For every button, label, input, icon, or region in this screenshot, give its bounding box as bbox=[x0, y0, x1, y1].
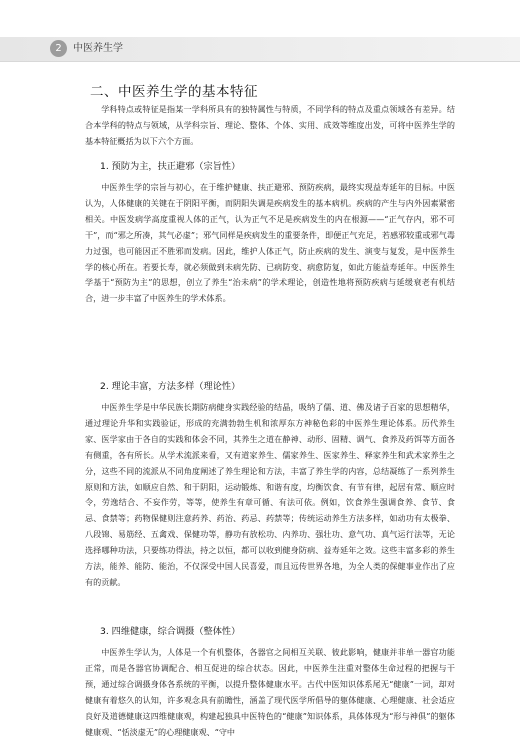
running-head-title: 中医养生学 bbox=[73, 43, 123, 54]
section-title: 二、中医养生学的基本特征 bbox=[90, 84, 258, 100]
subsection-paragraph-1: 中医养生学的宗旨与初心，在于维护健康、扶正避邪、预防疾病，最终实现益寿延年的目标。中医认为，人体健康的关键在于阴阳平衡，而阴阳失调是疾病发生的基本病机。疾病的产生与内外因素紧密相关。中医发病学高度重视人体的正气，认为正气不足是疾病发生的内在根源——“正气存内，邪不可干”，而“邪之所凑，其气必虚”；邪气同样是疾病发生的重要条件，即便正气充足，若感邪较重或邪气毒力过强，也可能因正不胜邪而发病。因此，维护人体正气，防止疾病的发生、演变与复发，是中医养生学的核心所在。若要长寿，就必须做到未病先防、已病防变、病愈防复，如此方能益寿延年。中医养生学基于“预防为主”的思想，创立了养生“治未病”的学术理论，创造性地将预防疾病与延缓衰老有机结合，进一步丰富了中医养生的学术体系。 bbox=[85, 182, 455, 304]
subsection-paragraph-3: 中医养生学认为，人体是一个有机整体，各器官之间相互关联、彼此影响，健康并非单一器官功能正常，而是各器官协调配合、相互促进的综合状态。因此，中医养生注重对整体生命过程的把握与干预，通过综合调摄身体各系统的平衡，以提升整体健康水平。古代中医知识体系尾无“健康”一词，却对健康有着悠久的认知，许多观念具有前瞻性，涵盖了现代医学所倡导的躯体健康、心理健康、社会适应良好及道德健康这四维健康观，构建起独具中医特色的“健康”知识体系，具体体现为“形与神俱”的躯体健康观、“恬淡虚无”的心理健康观、“守中 bbox=[85, 647, 455, 737]
subsection-heading-2: 2. 理论丰富，方法多样（理论性） bbox=[100, 381, 241, 392]
running-header bbox=[0, 37, 520, 62]
intro-paragraph: 学科特点或特征是指某一学科所具有的独特属性与特质，不同学科的特点及重点领域各有差异。结合本学科的特点与领域，从学科宗旨、理论、整体、个体、实用、成效等维度出发，可将中医养生学的基本特征概括为以下六个方面。 bbox=[85, 104, 455, 146]
subsection-heading-1: 1. 预防为主，扶正避邪（宗旨性） bbox=[100, 161, 241, 172]
subsection-paragraph-2: 中医养生学是中华民族长期防病健身实践经验的结晶，吸纳了儒、道、佛及诸子百家的思想精华，通过理论升华和实践验证，形成的充满勃勃生机和浓厚东方神秘色彩的中医养生理论体系。历代养生家、医学家由于各自的实践和体会不同，其养生之道在静神、动形、固精、调气、食养及药饵等方面各有侧重，各有所长。从学术流派来看，又有道家养生、儒家养生、医家养生、释家养生和武术家养生之分，这些不同的流派从不同角度阐述了养生理论和方法，丰富了养生学的内容，总结凝练了一系列养生原则和方法，如顺应自然、和于阴阳，运动锻炼、和谐有度，均衡饮食、有节有律，起居有常、顺应时令，劳逸结合、不妄作劳，等等，使养生有章可循、有法可依。例如，饮食养生强调食养、食节、食忌、食禁等；药物保健则注意药养、药治、药忌、药禁等；传统运动养生方法多样，如动功有太极拳、八段锦、易筋经、五禽戏、保健功等，静功有放松功、内养功、强壮功、意气功、真气运行法等，无论选择哪种功法，只要练功得法，持之以恒，都可以收到健身防病、益寿延年之效。这些丰富多彩的养生方法，能养、能防、能治，不仅深受中国人民喜爱，而且远传世界各地，为全人类的保健事业作出了应有的贡献。 bbox=[85, 402, 455, 587]
page-number: 2 bbox=[50, 40, 67, 57]
subsection-heading-3: 3. 四维健康，综合调摄（整体性） bbox=[100, 626, 241, 637]
